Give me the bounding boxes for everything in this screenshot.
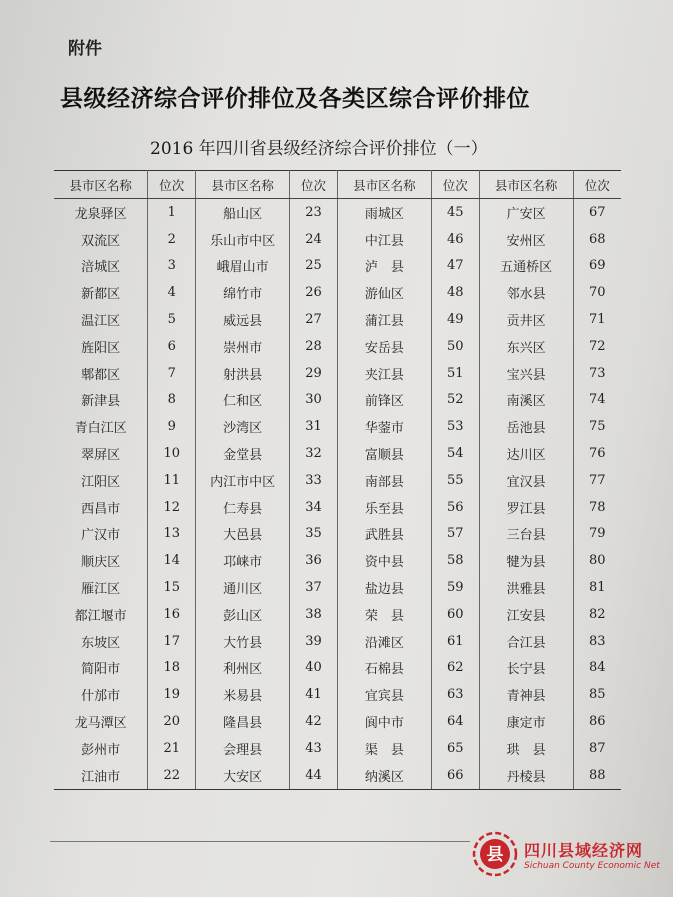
county-name-cell: 资中县 <box>337 547 431 574</box>
header-county-name-2: 县市区名称 <box>196 171 290 199</box>
table-row <box>54 494 621 521</box>
table-row <box>54 440 621 467</box>
rank-cell: 75 <box>588 419 606 435</box>
county-name-cell: 贡井区 <box>479 306 573 333</box>
ranking-table-container <box>54 170 621 790</box>
rank-cell: 3 <box>148 253 196 280</box>
county-name-cell: 翠屏区 <box>54 440 148 467</box>
header-county-name-1: 县市区名称 <box>54 171 148 199</box>
county-name-cell: 安岳县 <box>337 333 431 360</box>
county-name-cell: 东兴区 <box>479 333 573 360</box>
county-name-cell: 东坡区 <box>54 628 148 655</box>
table-row <box>54 628 621 655</box>
table-row <box>54 387 621 414</box>
county-name-cell: 大邑县 <box>196 521 290 548</box>
rank-cell: 21 <box>148 735 196 762</box>
rank-cell: 9 <box>148 413 196 440</box>
county-name-cell: 江油市 <box>54 762 148 789</box>
header-county-name-3: 县市区名称 <box>337 171 431 199</box>
rank-cell: 50 <box>431 333 479 360</box>
county-name-cell: 彭州市 <box>54 735 148 762</box>
county-name-cell: 金堂县 <box>196 440 290 467</box>
table-row <box>54 601 621 628</box>
rank-cell: 78 <box>588 499 606 515</box>
header-county-name-4: 县市区名称 <box>479 171 573 199</box>
bottom-rule <box>50 841 470 842</box>
rank-cell: 15 <box>148 574 196 601</box>
county-name-cell: 游仙区 <box>337 279 431 306</box>
rank-cell: 24 <box>290 226 338 253</box>
county-name-cell: 达川区 <box>479 440 573 467</box>
rank-cell: 53 <box>431 413 479 440</box>
county-name-cell: 南溪区 <box>479 387 573 414</box>
county-name-cell: 米易县 <box>196 681 290 708</box>
county-name-cell: 雁江区 <box>54 574 148 601</box>
table-header-row <box>54 171 621 199</box>
rank-cell: 4 <box>148 279 196 306</box>
rank-cell: 88 <box>573 762 621 789</box>
rank-cell: 40 <box>290 655 338 682</box>
county-name-cell: 犍为县 <box>479 547 573 574</box>
rank-cell: 68 <box>588 231 606 247</box>
county-name-cell: 渠 县 <box>337 735 431 762</box>
rank-cell: 85 <box>588 687 606 703</box>
rank-cell: 66 <box>431 762 479 789</box>
county-name-cell: 富顺县 <box>337 440 431 467</box>
rank-cell: 48 <box>431 279 479 306</box>
county-name-cell: 合江县 <box>479 628 573 655</box>
county-name-cell: 双流区 <box>54 226 148 253</box>
county-name-cell: 石棉县 <box>337 655 431 682</box>
rank-cell: 2 <box>148 226 196 253</box>
county-name-cell: 罗江县 <box>479 494 573 521</box>
table-row <box>54 762 621 789</box>
county-name-cell: 中江县 <box>337 226 431 253</box>
county-name-cell: 江安县 <box>479 601 573 628</box>
rank-cell: 74 <box>588 392 606 408</box>
county-name-cell: 威远县 <box>196 306 290 333</box>
county-name-cell: 盐边县 <box>337 574 431 601</box>
rank-cell: 39 <box>290 628 338 655</box>
rank-cell: 32 <box>290 440 338 467</box>
site-logo-glyph: 县 <box>486 845 504 865</box>
county-name-cell: 华蓥市 <box>337 413 431 440</box>
rank-cell: 87 <box>588 740 606 756</box>
county-name-cell: 蒲江县 <box>337 306 431 333</box>
rank-cell: 55 <box>431 467 479 494</box>
rank-cell: 65 <box>431 735 479 762</box>
county-name-cell: 沿滩区 <box>337 628 431 655</box>
rank-cell: 22 <box>148 762 196 789</box>
table-row <box>54 708 621 735</box>
rank-cell: 73 <box>588 365 606 381</box>
table-row <box>54 735 621 762</box>
table-row <box>54 360 621 387</box>
table-row <box>54 467 621 494</box>
county-name-cell: 宝兴县 <box>479 360 573 387</box>
county-name-cell: 什邡市 <box>54 681 148 708</box>
rank-cell: 70 <box>588 285 606 301</box>
table-row <box>54 306 621 333</box>
county-name-cell: 雨城区 <box>337 199 431 226</box>
rank-cell: 56 <box>431 494 479 521</box>
county-name-cell: 江阳区 <box>54 467 148 494</box>
site-watermark <box>470 826 670 882</box>
county-name-cell: 内江市中区 <box>196 467 290 494</box>
rank-cell: 80 <box>588 553 606 569</box>
county-name-cell: 岳池县 <box>479 413 573 440</box>
county-name-cell: 龙马潭区 <box>54 708 148 735</box>
rank-cell: 51 <box>431 360 479 387</box>
county-name-cell: 彭山区 <box>196 601 290 628</box>
rank-cell: 23 <box>290 199 338 226</box>
rank-cell: 47 <box>431 253 479 280</box>
rank-cell: 44 <box>290 762 338 789</box>
rank-cell: 42 <box>290 708 338 735</box>
rank-cell: 8 <box>148 387 196 414</box>
rank-cell: 84 <box>588 660 606 676</box>
county-name-cell: 广安区 <box>479 199 573 226</box>
rank-cell: 52 <box>431 387 479 414</box>
rank-cell: 81 <box>588 580 606 596</box>
county-name-cell: 旌阳区 <box>54 333 148 360</box>
county-name-cell: 射洪县 <box>196 360 290 387</box>
county-name-cell: 绵竹市 <box>196 279 290 306</box>
county-name-cell: 峨眉山市 <box>196 253 290 280</box>
rank-cell: 76 <box>588 446 606 462</box>
county-name-cell: 温江区 <box>54 306 148 333</box>
rank-cell: 1 <box>148 199 196 226</box>
county-name-cell: 新津县 <box>54 387 148 414</box>
county-name-cell: 武胜县 <box>337 521 431 548</box>
county-name-cell: 五通桥区 <box>479 253 573 280</box>
county-name-cell: 乐山市中区 <box>196 226 290 253</box>
header-rank-1: 位次 <box>148 171 196 199</box>
rank-cell: 86 <box>588 714 606 730</box>
rank-cell: 71 <box>588 312 606 328</box>
rank-cell: 41 <box>290 681 338 708</box>
county-name-cell: 宜汉县 <box>479 467 573 494</box>
county-name-cell: 安州区 <box>479 226 573 253</box>
table-body <box>54 199 621 790</box>
table-row <box>54 253 621 280</box>
table-row <box>54 547 621 574</box>
rank-cell: 46 <box>431 226 479 253</box>
county-name-cell: 大竹县 <box>196 628 290 655</box>
rank-cell: 18 <box>148 655 196 682</box>
rank-cell: 17 <box>148 628 196 655</box>
rank-cell: 5 <box>148 306 196 333</box>
rank-cell: 63 <box>431 681 479 708</box>
county-name-cell: 青神县 <box>479 681 573 708</box>
rank-cell: 16 <box>148 601 196 628</box>
rank-cell: 82 <box>588 606 606 622</box>
county-name-cell: 前锋区 <box>337 387 431 414</box>
table-row <box>54 521 621 548</box>
main-title: 县级经济综合评价排位及各类区综合评价排位 <box>60 86 530 112</box>
county-name-cell: 大安区 <box>196 762 290 789</box>
county-name-cell: 利州区 <box>196 655 290 682</box>
rank-cell: 62 <box>431 655 479 682</box>
table-row <box>54 413 621 440</box>
county-name-cell: 丹棱县 <box>479 762 573 789</box>
county-name-cell: 都江堰市 <box>54 601 148 628</box>
county-name-cell: 龙泉驿区 <box>54 199 148 226</box>
table-row <box>54 279 621 306</box>
rank-cell: 36 <box>290 547 338 574</box>
table-row <box>54 226 621 253</box>
rank-cell: 37 <box>290 574 338 601</box>
rank-cell: 7 <box>148 360 196 387</box>
rank-cell: 54 <box>431 440 479 467</box>
rank-cell: 26 <box>290 279 338 306</box>
header-rank-2: 位次 <box>290 171 338 199</box>
rank-cell: 45 <box>431 199 479 226</box>
county-name-cell: 仁和区 <box>196 387 290 414</box>
rank-cell: 79 <box>588 526 606 542</box>
county-name-cell: 乐至县 <box>337 494 431 521</box>
site-logo-icon <box>470 829 520 879</box>
county-name-cell: 夹江县 <box>337 360 431 387</box>
table-row <box>54 655 621 682</box>
rank-cell: 27 <box>290 306 338 333</box>
rank-cell: 25 <box>290 253 338 280</box>
rank-cell: 67 <box>588 204 606 220</box>
county-name-cell: 长宁县 <box>479 655 573 682</box>
county-name-cell: 宜宾县 <box>337 681 431 708</box>
rank-cell: 30 <box>290 387 338 414</box>
county-name-cell: 纳溪区 <box>337 762 431 789</box>
rank-cell: 33 <box>290 467 338 494</box>
rank-cell: 69 <box>588 258 606 274</box>
county-name-cell: 三台县 <box>479 521 573 548</box>
rank-cell: 60 <box>431 601 479 628</box>
county-name-cell: 阆中市 <box>337 708 431 735</box>
county-name-cell: 青白江区 <box>54 413 148 440</box>
county-name-cell: 广汉市 <box>54 521 148 548</box>
rank-cell: 31 <box>290 413 338 440</box>
subtitle: 2016 年四川省县级经济综合评价排位（一） <box>150 139 488 159</box>
county-name-cell: 西昌市 <box>54 494 148 521</box>
county-name-cell: 南部县 <box>337 467 431 494</box>
county-name-cell: 康定市 <box>479 708 573 735</box>
county-name-cell: 顺庆区 <box>54 547 148 574</box>
rank-cell: 20 <box>148 708 196 735</box>
county-name-cell: 简阳市 <box>54 655 148 682</box>
table-row <box>54 199 621 226</box>
county-name-cell: 会理县 <box>196 735 290 762</box>
county-name-cell: 隆昌县 <box>196 708 290 735</box>
county-name-cell: 船山区 <box>196 199 290 226</box>
rank-cell: 64 <box>431 708 479 735</box>
county-name-cell: 泸 县 <box>337 253 431 280</box>
attachment-label: 附件 <box>68 39 102 59</box>
county-name-cell: 通川区 <box>196 574 290 601</box>
county-name-cell: 珙 县 <box>479 735 573 762</box>
rank-cell: 34 <box>290 494 338 521</box>
rank-cell: 19 <box>148 681 196 708</box>
rank-cell: 77 <box>588 472 606 488</box>
rank-cell: 43 <box>290 735 338 762</box>
table-row <box>54 333 621 360</box>
rank-cell: 28 <box>290 333 338 360</box>
rank-cell: 38 <box>290 601 338 628</box>
table-row <box>54 574 621 601</box>
rank-cell: 11 <box>148 467 196 494</box>
watermark-text <box>524 838 660 871</box>
rank-cell: 10 <box>148 440 196 467</box>
ranking-table <box>54 170 621 790</box>
county-name-cell: 崇州市 <box>196 333 290 360</box>
rank-cell: 61 <box>431 628 479 655</box>
rank-cell: 14 <box>148 547 196 574</box>
county-name-cell: 郫都区 <box>54 360 148 387</box>
rank-cell: 58 <box>431 547 479 574</box>
rank-cell: 35 <box>290 521 338 548</box>
header-rank-3: 位次 <box>431 171 479 199</box>
rank-cell: 57 <box>431 521 479 548</box>
watermark-name-cn: 四川县域经济网 <box>524 840 644 860</box>
watermark-name-en: Sichuan County Economic Net <box>524 860 660 871</box>
rank-cell: 6 <box>148 333 196 360</box>
county-name-cell: 沙湾区 <box>196 413 290 440</box>
rank-cell: 13 <box>148 521 196 548</box>
county-name-cell: 荣 县 <box>337 601 431 628</box>
table-row <box>54 681 621 708</box>
rank-cell: 12 <box>148 494 196 521</box>
rank-cell: 83 <box>588 633 606 649</box>
county-name-cell: 新都区 <box>54 279 148 306</box>
county-name-cell: 洪雅县 <box>479 574 573 601</box>
rank-cell: 29 <box>290 360 338 387</box>
county-name-cell: 涪城区 <box>54 253 148 280</box>
county-name-cell: 邛崃市 <box>196 547 290 574</box>
rank-cell: 49 <box>431 306 479 333</box>
county-name-cell: 仁寿县 <box>196 494 290 521</box>
rank-cell: 59 <box>431 574 479 601</box>
header-rank-4: 位次 <box>573 171 621 199</box>
rank-cell: 72 <box>588 338 606 354</box>
county-name-cell: 邻水县 <box>479 279 573 306</box>
